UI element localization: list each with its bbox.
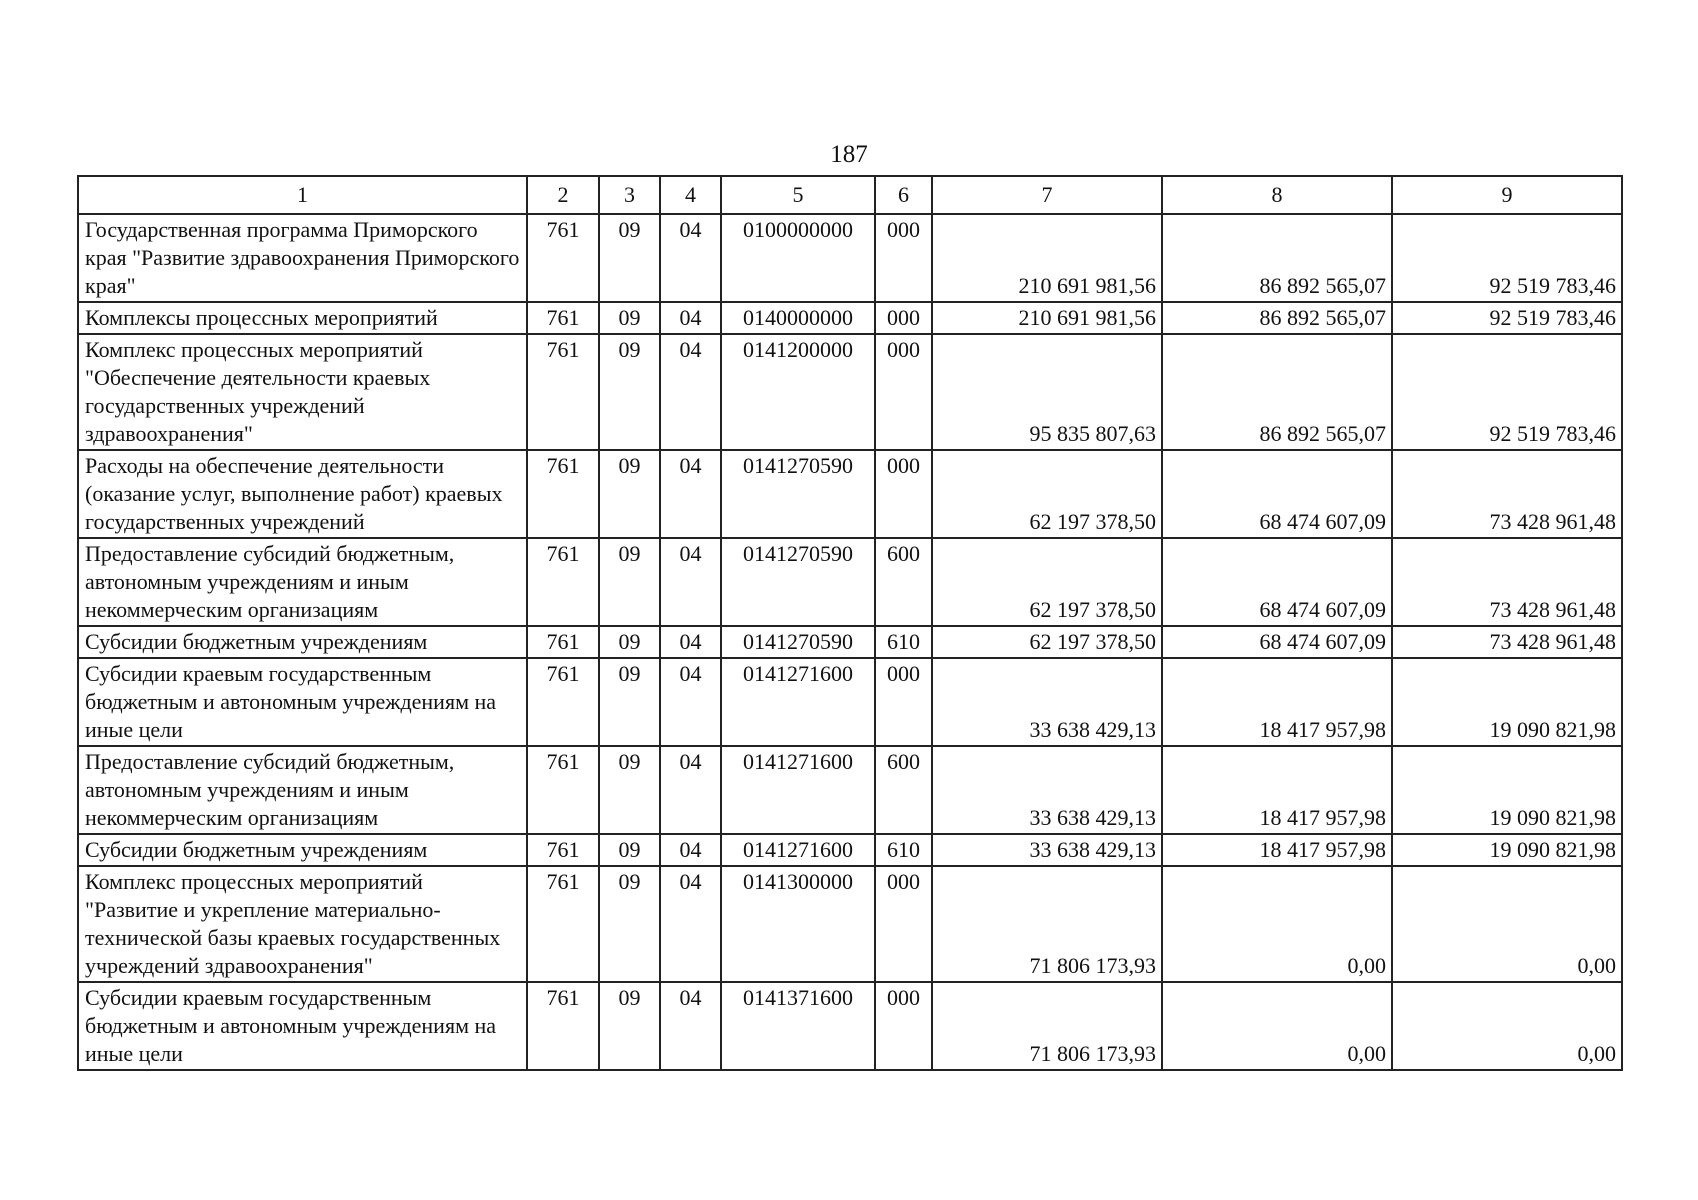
table-row bbox=[78, 834, 1622, 866]
amount-col-9: 92 519 783,46 bbox=[1392, 334, 1622, 450]
column-header: 9 bbox=[1392, 176, 1622, 214]
amount-col-7: 33 638 429,13 bbox=[932, 834, 1162, 866]
amount-col-8: 68 474 607,09 bbox=[1162, 626, 1392, 658]
code-col-4: 04 bbox=[660, 334, 721, 450]
code-col-5: 0141271600 bbox=[721, 658, 875, 746]
code-col-4: 04 bbox=[660, 746, 721, 834]
code-col-6: 600 bbox=[875, 538, 932, 626]
amount-col-9: 0,00 bbox=[1392, 866, 1622, 982]
code-col-5: 0141271600 bbox=[721, 746, 875, 834]
code-col-2: 761 bbox=[527, 866, 599, 982]
row-name: Государственная программа Приморского края "Развитие здравоохранения Приморского края" bbox=[78, 214, 527, 302]
code-col-4: 04 bbox=[660, 866, 721, 982]
amount-col-8: 0,00 bbox=[1162, 866, 1392, 982]
amount-col-7: 33 638 429,13 bbox=[932, 658, 1162, 746]
code-col-5: 0140000000 bbox=[721, 302, 875, 334]
code-col-3: 09 bbox=[599, 866, 660, 982]
column-header: 7 bbox=[932, 176, 1162, 214]
code-col-3: 09 bbox=[599, 626, 660, 658]
code-col-6: 610 bbox=[875, 834, 932, 866]
code-col-3: 09 bbox=[599, 538, 660, 626]
code-col-4: 04 bbox=[660, 214, 721, 302]
code-col-2: 761 bbox=[527, 658, 599, 746]
amount-col-8: 68 474 607,09 bbox=[1162, 450, 1392, 538]
table-row bbox=[78, 538, 1622, 626]
row-name: Комплекс процессных мероприятий "Обеспечение деятельности краевых государственных учреждений здравоохранения" bbox=[78, 334, 527, 450]
header-row bbox=[78, 176, 1622, 214]
code-col-2: 761 bbox=[527, 982, 599, 1070]
table-row bbox=[78, 214, 1622, 302]
amount-col-7: 33 638 429,13 bbox=[932, 746, 1162, 834]
amount-col-9: 92 519 783,46 bbox=[1392, 302, 1622, 334]
row-name: Комплекс процессных мероприятий "Развитие и укрепление материально-технической базы краевых государственных учреждений здравоохранения" bbox=[78, 866, 527, 982]
code-col-2: 761 bbox=[527, 450, 599, 538]
code-col-5: 0100000000 bbox=[721, 214, 875, 302]
code-col-6: 610 bbox=[875, 626, 932, 658]
table-row bbox=[78, 334, 1622, 450]
code-col-6: 000 bbox=[875, 866, 932, 982]
table-row bbox=[78, 450, 1622, 538]
code-col-4: 04 bbox=[660, 982, 721, 1070]
table-row bbox=[78, 746, 1622, 834]
amount-col-7: 62 197 378,50 bbox=[932, 450, 1162, 538]
page-number: 187 bbox=[830, 141, 868, 168]
code-col-3: 09 bbox=[599, 658, 660, 746]
table-row bbox=[78, 866, 1622, 982]
code-col-5: 0141200000 bbox=[721, 334, 875, 450]
amount-col-8: 86 892 565,07 bbox=[1162, 214, 1392, 302]
code-col-5: 0141270590 bbox=[721, 538, 875, 626]
amount-col-8: 68 474 607,09 bbox=[1162, 538, 1392, 626]
amount-col-7: 71 806 173,93 bbox=[932, 866, 1162, 982]
amount-col-7: 210 691 981,56 bbox=[932, 214, 1162, 302]
row-name: Субсидии краевым государственным бюджетным и автономным учреждениям на иные цели bbox=[78, 658, 527, 746]
code-col-6: 000 bbox=[875, 982, 932, 1070]
code-col-3: 09 bbox=[599, 746, 660, 834]
code-col-5: 0141270590 bbox=[721, 450, 875, 538]
code-col-2: 761 bbox=[527, 214, 599, 302]
code-col-4: 04 bbox=[660, 450, 721, 538]
code-col-2: 761 bbox=[527, 302, 599, 334]
column-header: 2 bbox=[527, 176, 599, 214]
budget-table bbox=[77, 175, 1623, 1071]
code-col-3: 09 bbox=[599, 334, 660, 450]
code-col-5: 0141271600 bbox=[721, 834, 875, 866]
code-col-2: 761 bbox=[527, 746, 599, 834]
amount-col-7: 71 806 173,93 bbox=[932, 982, 1162, 1070]
amount-col-8: 18 417 957,98 bbox=[1162, 834, 1392, 866]
code-col-3: 09 bbox=[599, 982, 660, 1070]
amount-col-8: 86 892 565,07 bbox=[1162, 302, 1392, 334]
code-col-6: 000 bbox=[875, 450, 932, 538]
code-col-3: 09 bbox=[599, 214, 660, 302]
amount-col-9: 73 428 961,48 bbox=[1392, 626, 1622, 658]
row-name: Предоставление субсидий бюджетным, автономным учреждениям и иным некоммерческим организациям bbox=[78, 538, 527, 626]
code-col-6: 000 bbox=[875, 658, 932, 746]
amount-col-9: 0,00 bbox=[1392, 982, 1622, 1070]
code-col-3: 09 bbox=[599, 834, 660, 866]
amount-col-9: 19 090 821,98 bbox=[1392, 834, 1622, 866]
column-header: 5 bbox=[721, 176, 875, 214]
code-col-5: 0141270590 bbox=[721, 626, 875, 658]
code-col-4: 04 bbox=[660, 538, 721, 626]
row-name: Комплексы процессных мероприятий bbox=[78, 302, 527, 334]
row-name: Субсидии бюджетным учреждениям bbox=[78, 834, 527, 866]
row-name: Расходы на обеспечение деятельности (оказание услуг, выполнение работ) краевых государственных учреждений bbox=[78, 450, 527, 538]
amount-col-9: 73 428 961,48 bbox=[1392, 538, 1622, 626]
amount-col-9: 19 090 821,98 bbox=[1392, 658, 1622, 746]
code-col-5: 0141300000 bbox=[721, 866, 875, 982]
row-name: Предоставление субсидий бюджетным, автономным учреждениям и иным некоммерческим организациям bbox=[78, 746, 527, 834]
code-col-2: 761 bbox=[527, 538, 599, 626]
row-name: Субсидии бюджетным учреждениям bbox=[78, 626, 527, 658]
code-col-6: 000 bbox=[875, 214, 932, 302]
amount-col-8: 0,00 bbox=[1162, 982, 1392, 1070]
row-name: Субсидии краевым государственным бюджетным и автономным учреждениям на иные цели bbox=[78, 982, 527, 1070]
amount-col-7: 210 691 981,56 bbox=[932, 302, 1162, 334]
amount-col-7: 62 197 378,50 bbox=[932, 626, 1162, 658]
amount-col-8: 18 417 957,98 bbox=[1162, 746, 1392, 834]
code-col-4: 04 bbox=[660, 658, 721, 746]
code-col-2: 761 bbox=[527, 834, 599, 866]
code-col-2: 761 bbox=[527, 626, 599, 658]
amount-col-9: 73 428 961,48 bbox=[1392, 450, 1622, 538]
code-col-6: 600 bbox=[875, 746, 932, 834]
code-col-6: 000 bbox=[875, 302, 932, 334]
table-row bbox=[78, 302, 1622, 334]
column-header: 6 bbox=[875, 176, 932, 214]
code-col-2: 761 bbox=[527, 334, 599, 450]
amount-col-8: 86 892 565,07 bbox=[1162, 334, 1392, 450]
code-col-4: 04 bbox=[660, 626, 721, 658]
amount-col-7: 62 197 378,50 bbox=[932, 538, 1162, 626]
column-header: 4 bbox=[660, 176, 721, 214]
code-col-6: 000 bbox=[875, 334, 932, 450]
code-col-4: 04 bbox=[660, 834, 721, 866]
table-row bbox=[78, 626, 1622, 658]
code-col-4: 04 bbox=[660, 302, 721, 334]
column-header: 8 bbox=[1162, 176, 1392, 214]
column-header: 3 bbox=[599, 176, 660, 214]
table-row bbox=[78, 982, 1622, 1070]
column-header: 1 bbox=[78, 176, 527, 214]
code-col-3: 09 bbox=[599, 302, 660, 334]
code-col-3: 09 bbox=[599, 450, 660, 538]
amount-col-7: 95 835 807,63 bbox=[932, 334, 1162, 450]
amount-col-9: 92 519 783,46 bbox=[1392, 214, 1622, 302]
amount-col-8: 18 417 957,98 bbox=[1162, 658, 1392, 746]
amount-col-9: 19 090 821,98 bbox=[1392, 746, 1622, 834]
code-col-5: 0141371600 bbox=[721, 982, 875, 1070]
table-row bbox=[78, 658, 1622, 746]
